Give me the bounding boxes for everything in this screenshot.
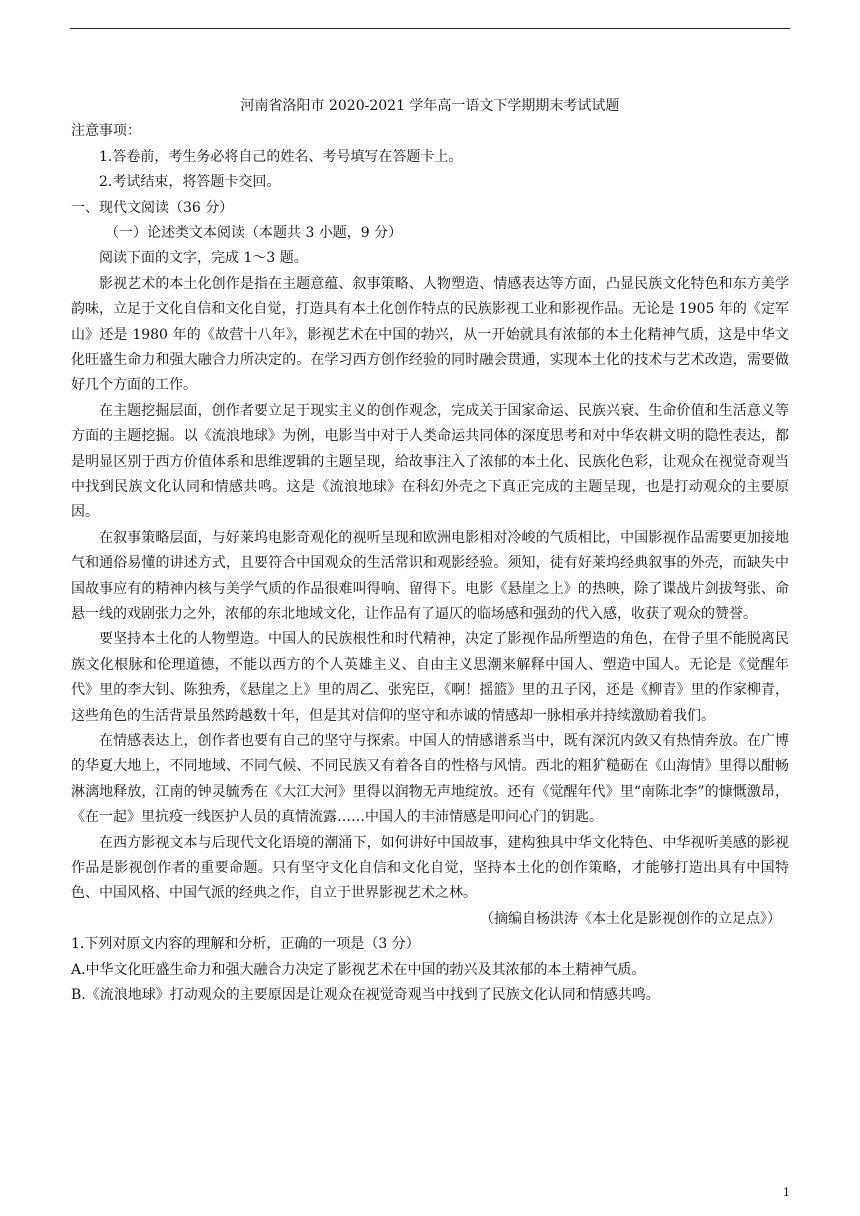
header-rule	[70, 28, 790, 29]
page-number: 1	[783, 1186, 790, 1199]
article-paragraph-6: 在西方影视文本与后现代文化语境的潮涌下，如何讲好中国故事，建构独具中华文化特色、中华视听美感的影视作品是影视创作者的重要命题。只有坚守文化自信和文化自觉，坚持本土化的创作策略，才能够打造出具有中国特色、中国风格、中国气派的经典之作，自立于世界影视艺术之林。	[71, 834, 789, 902]
section-heading: 一、现代文阅读（36 分）	[71, 199, 234, 216]
page-content	[71, 94, 789, 1008]
article-paragraph-1: 影视艺术的本土化创作是指在主题意蕴、叙事策略、人物塑造、情感表达等方面，凸显民族文化特色和东方美学韵味，立足于文化自信和文化自觉，打造具有本土化创作特点的民族影视工业和影视作品。无论是 1905 年的《定军山》还是 1980 年的《故营十八年》，影视艺术在中国的勃兴，从一开始就具有浓郁的本土化精神气质，这是中华文化旺盛生命力和强大融合力所决定的。在学习西方创作经验的同时融会贯通，实现本土化的技术与艺术改造，需要做好几个方面的工作。	[71, 275, 789, 394]
article-paragraph-3: 在叙事策略层面，与好莱坞电影奇观化的视听呈现和欧洲电影相对冷峻的气质相比，中国影视作品需要更加接地气和通俗易懂的讲述方式，且要符合中国观众的生活常识和观影经验。须知，徒有好莱坞经典叙事的外壳，而缺失中国故事应有的精神内核与美学气质的作品很难叫得响、留得下。电影《悬崖之上》的热映，除了谍战片剑拔弩张、命悬一线的戏剧张力之外，浓郁的东北地域文化，让作品有了逼仄的临场感和强劲的代入感，收获了观众的赞誉。	[71, 529, 789, 623]
document-title: 河南省洛阳市 2020-2021 学年高一语文下学期期末考试试题	[240, 98, 620, 114]
article-paragraph-4: 要坚持本土化的人物塑造。中国人的民族根性和时代精神，决定了影视作品所塑造的角色，在骨子里不能脱离民族文化根脉和伦理道德，不能以西方的个人英雄主义、自由主义思潮来解释中国人、塑造中国人。无论是《觉醒年代》里的李大钊、陈独秀，《悬崖之上》里的周乙、张宪臣，《啊！摇篮》里的丑子冈，还是《柳青》里的作家柳青，这些角色的生活背景虽然跨越数十年，但是其对信仰的坚守和赤诚的情感却一脉相承并持续激励着我们。	[71, 631, 789, 724]
article-paragraph-2: 在主题挖掘层面，创作者要立足于现实主义的创作观念，完成关于国家命运、民族兴衰、生命价值和生活意义等方面的主题挖掘。以《流浪地球》为例，电影当中对于人类命运共同体的深度思考和对中华农耕文明的隐性表达，都是明显区别于西方价值体系和思维逻辑的主题呈现，给故事注入了浓郁的本土化、民族化色彩，让观众在视觉奇观当中找到民族文化认同和情感共鸣。这是《流浪地球》在科幻外壳之下真正完成的主题呈现，也是打动观众的主要原因。	[71, 402, 789, 521]
notice-item-1: 1.答卷前，考生务必将自己的姓名、考号填写在答题卡上。	[99, 148, 463, 165]
question-stem: 1.下列对原文内容的理解和分析，正确的一项是（3 分）	[71, 936, 420, 953]
article-source: （摘编自杨洪涛《本土化是影视创作的立足点》）	[480, 910, 781, 927]
reading-instruction: 阅读下面的文字，完成 1～3 题。	[99, 250, 308, 267]
article-paragraph-5: 在情感表达上，创作者也要有自己的坚守与探索。中国人的情感谱系当中，既有深沉内敛又有热情奔放。在广博的华夏大地上，不同地域、不同气候、不同民族又有着各自的性格与风情。西北的粗犷糙砺在《山海情》里得以酣畅淋漓地释放，江南的钟灵毓秀在《大江大河》里得以润物无声地绽放。还有《觉醒年代》里“南陈北李”的慷慨激昂，《在一起》里抗疫一线医护人员的真情流露……中国人的丰沛情感是叩问心门的钥匙。	[71, 733, 789, 826]
notice-item-2: 2.考试结束，将答题卡交回。	[99, 174, 281, 191]
question-option-b: B.《流浪地球》打动观众的主要原因是让观众在视觉奇观当中找到了民族文化认同和情感共鸣。	[71, 987, 660, 1004]
notice-heading: 注意事项：	[71, 123, 141, 140]
section-subheading: （一）论述类文本阅读（本题共 3 小题，9 分）	[105, 224, 403, 241]
question-option-a: A.中华文化旺盛生命力和强大融合力决定了影视艺术在中国的勃兴及其浓郁的本土精神气质。	[71, 961, 646, 978]
